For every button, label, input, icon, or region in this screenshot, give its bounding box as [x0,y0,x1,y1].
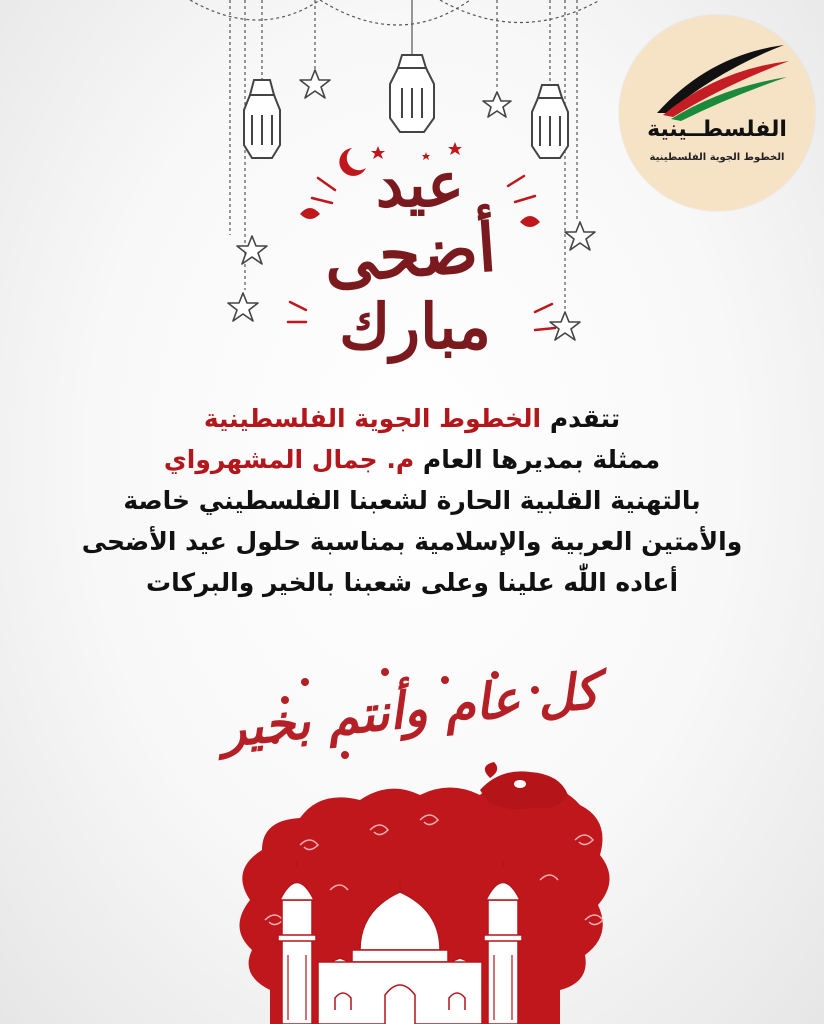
greeting-message [20,398,804,603]
star-icon [300,70,330,98]
airline-name: الخطوط الجوية الفلسطينية [203,404,542,433]
message-line-4: والأمتين العربية والإسلامية بمناسبة حلول عيد الأضحى [81,527,743,556]
director-name: م. جمال المشهرواي [163,445,415,474]
message-line1-prefix: تتقدم [549,404,621,433]
eid-title-line1: عيد [375,148,465,221]
eid-title-line3: مبارك [339,290,491,363]
star-icon [483,92,511,117]
message-line-2 [20,439,804,480]
message-line-3: بالتهنية القلبية الحارة لشعبنا الفلسطيني خاصة [123,486,701,515]
lantern-icon [244,80,280,158]
airline-logo [619,15,815,211]
eid-title-line2: أضحى [321,208,499,298]
flag-swoosh-icon [619,15,815,211]
star-icon [550,312,580,340]
logo-title: الفلسطــينية [647,117,787,142]
star-icon [237,236,267,264]
message-line-5: أعاده اللّٰه علينا وعلى شعبنا بالخير والبركات [145,568,679,597]
lantern-icon [532,85,568,158]
star-icon [228,293,258,321]
message-line2-prefix: ممثلة بمديرها العام [422,445,661,474]
greeting-calligraphy: كل عام وأنتم بخير [218,660,602,759]
message-line-1 [20,398,804,439]
lantern-icon [390,55,434,132]
sheep-illustration [0,760,824,1024]
logo-subtitle: الخطوط الجوية الفلسطينية [649,152,785,163]
star-icon [565,222,595,250]
